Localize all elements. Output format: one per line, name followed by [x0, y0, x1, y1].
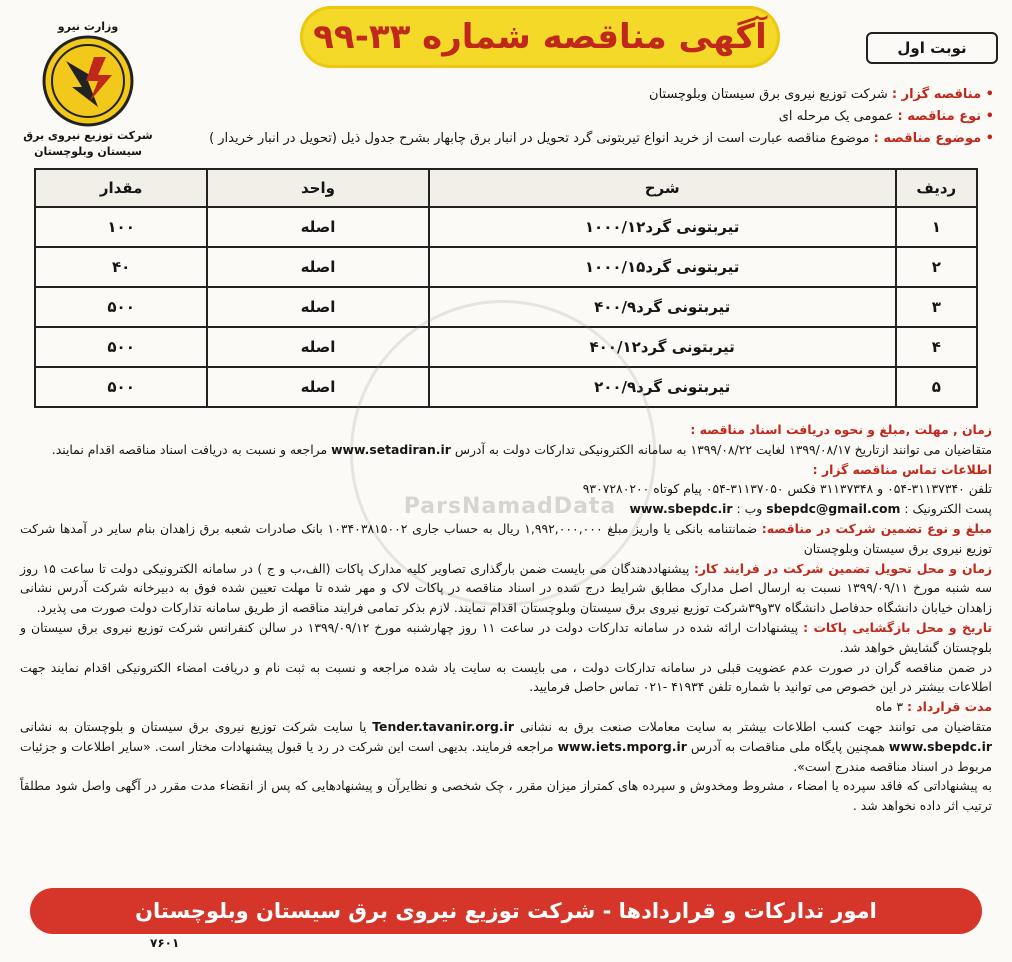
guarantee-section	[20, 519, 992, 559]
table-row	[35, 207, 977, 247]
membership-section	[20, 658, 992, 698]
web-link[interactable]: www.sbepdc.ir	[629, 501, 733, 517]
header-quantity: مقدار	[35, 169, 207, 207]
row-description: تیربتونی گرد۴۰۰/۱۲	[429, 327, 896, 367]
delivery-heading: زمان و محل تحویل تضمین شرکت در فرایند کار:	[693, 560, 992, 576]
row-unit: اصله	[207, 247, 428, 287]
type-label: نوع مناقصه :	[897, 109, 982, 124]
organizer-row	[174, 84, 994, 106]
organizer-label: مناقصه گزار :	[891, 87, 982, 102]
logo-company-line1: شرکت توزیع نیروی برق	[23, 129, 153, 142]
type-value: عمومی یک مرحله ای	[778, 109, 894, 124]
duration-section	[20, 697, 992, 717]
organizer-value: شرکت توزیع نیروی برق سیستان وبلوچستان	[649, 87, 888, 102]
time-section	[20, 420, 992, 460]
header-index: ردیف	[896, 169, 977, 207]
header-description: شرح	[429, 169, 896, 207]
time-text-2: مراجعه و نسبت به دریافت اسناد مناقصه اقدام نمایند.	[51, 441, 328, 457]
email-label: پست الکترونیک :	[904, 501, 992, 517]
watermark: ParsNamadData	[403, 494, 617, 519]
more-text-3: همچنین پایگاه ملی مناقصات به آدرس	[690, 738, 885, 754]
row-unit: اصله	[207, 327, 428, 367]
notice-title: آگهی مناقصه شماره ۳۳-۹۹	[300, 6, 780, 68]
row-unit: اصله	[207, 367, 428, 407]
subject-value: موضوع مناقصه عبارت است از خرید انواع تیربتونی گرد تحویل در انبار برق چابهار بشرح جدول ذیل (تحویل در انبار خریدار )	[209, 131, 870, 146]
more-text-2: یا سایت شرکت توزیع نیروی برق سیستان و بلوچستان به نشانی	[20, 718, 367, 734]
round-label: نوبت اول	[866, 32, 998, 64]
web-label: وب :	[736, 501, 763, 517]
row-index: ۵	[896, 367, 977, 407]
duration-value: ۳ ماه	[875, 699, 904, 715]
duration-heading: مدت قرارداد :	[906, 699, 992, 715]
guarantee-text: ضمانتنامه بانکی یا واریز مبلغ ۱,۹۹۲,۰۰۰,۰۰۰ ریال به حساب جاری ۱۰۳۴۰۳۸۱۵۰۰۲ بانک صادرات شعبه برق زاهدان بنام سایر در آمدها شرکت توزیع نیروی برق سیستان وبلوچستان	[20, 520, 992, 556]
opening-text: پیشنهادات ارائه شده در سامانه تدارکات دولت در ساعت ۱۱ روز چهارشنبه مورخ ۱۳۹۹/۰۹/۱۲ در سالن کنفرانس شرکت توزیع نیروی برق سیستان و بلوچستان گشایش خواهد شد.	[20, 619, 992, 655]
time-text-1: متقاضیان می توانند ازتاریخ ۱۳۹۹/۰۸/۱۷ لغایت ۱۳۹۹/۰۸/۲۲ به سامانه الکترونیکی تدارکات دولت به آدرس	[454, 441, 992, 457]
more-info-section	[20, 717, 992, 776]
iets-link[interactable]: www.iets.mporg.ir	[557, 738, 687, 754]
row-unit: اصله	[207, 207, 428, 247]
more-text-4: مراجعه فرمایند. بدیهی است این شرکت در رد یا قبول پیشنهادات مختار است. «سایر اطلاعات و جزئیات مربوط در اسناد مناقصه مندرج است».	[20, 738, 992, 774]
lightning-logo-icon	[42, 35, 134, 127]
subject-label: موضوع مناقصه :	[873, 131, 982, 146]
delivery-section	[20, 559, 992, 618]
row-quantity: ۵۰۰	[35, 367, 207, 407]
bullet-icon: •	[981, 131, 994, 146]
setad-link[interactable]: www.setadiran.ir	[331, 441, 451, 457]
header-unit: واحد	[207, 169, 428, 207]
table-header-row	[35, 169, 977, 207]
phones-text: تلفن ۳۱۱۳۷۳۴۰-۰۵۴ و ۳۱۱۳۷۳۴۸ فکس ۳۱۱۳۷۰۵۰-۰۵۴ پیام کوتاه ۹۳۰۷۲۸۰۲۰۰	[582, 481, 992, 497]
logo-company-line2: سیستان وبلوچستان	[34, 145, 142, 158]
subject-row	[174, 128, 994, 150]
row-unit: اصله	[207, 287, 428, 327]
row-quantity: ۱۰۰	[35, 207, 207, 247]
notice-body	[20, 420, 992, 816]
sbepdc-link[interactable]: www.sbepdc.ir	[888, 738, 992, 754]
row-quantity: ۴۰	[35, 247, 207, 287]
row-quantity: ۵۰۰	[35, 287, 207, 327]
footer-banner: امور تدارکات و قراردادها - شرکت توزیع نیروی برق سیستان وبلوچستان	[30, 888, 982, 934]
row-description: تیربتونی گرد۲۰۰/۹	[429, 367, 896, 407]
membership-text: در ضمن مناقصه گران در صورت عدم عضویت قبلی در سامانه تدارکات دولت ، می بایست به سایت یاد شده مراجعه و نسبت به ثبت نام و دریافت امضاء الکترونیکی اقدام نمایند جهت اطلاعات بیشتر در این خصوص می توانید با شماره تلفن ۴۱۹۳۴ -۰۲۱ تماس حاصل فرمایید.	[20, 659, 992, 695]
row-description: تیربتونی گرد۱۰۰۰/۱۲	[429, 207, 896, 247]
more-text-1: متقاضیان می توانند جهت کسب اطلاعات بیشتر به سایت معاملات صنعت برق به نشانی	[519, 718, 992, 734]
row-index: ۴	[896, 327, 977, 367]
logo-ministry-text: وزارت نیرو	[57, 20, 119, 33]
table-row	[35, 247, 977, 287]
final-text: به پیشنهاداتی که فاقد سپرده یا امضاء ، مشروط ومخدوش و سپرده های کمتراز میزان مقرر ، چک شخصی و نظایرآن و پیشنهادهایی که پس از انقضاء مدت مقرر در آگهی واصل شود مطلقاً ترتیب اثر داده نخواهد شد .	[20, 778, 992, 814]
row-index: ۳	[896, 287, 977, 327]
time-heading: زمان , مهلت ,مبلغ و نحوه دریافت اسناد مناقصه :	[690, 422, 992, 437]
row-description: تیربتونی گرد۱۰۰۰/۱۵	[429, 247, 896, 287]
bullet-icon: •	[981, 109, 994, 124]
guarantee-heading: مبلغ و نوع تضمین شرکت در مناقصه:	[761, 520, 993, 536]
row-description: تیربتونی گرد۴۰۰/۹	[429, 287, 896, 327]
opening-heading: تاریخ و محل بازگشایی پاکات :	[803, 619, 992, 635]
tavanir-link[interactable]: Tender.tavanir.org.ir	[372, 718, 514, 734]
contact-heading: اطلاعات تماس مناقصه گزار :	[812, 461, 992, 477]
delivery-text: پیشنهاددهندگان می بایست ضمن بارگذاری تصاویر کلیه مدارک پاکات (الف،ب و ج ) در سامانه الکترونیکی دولت تا ساعت ۱۵ روز سه شنبه مورخ ۱۳۹۹/۰۹/۱۱ نسبت به ارسال اصل مدارک مطابق شرایط درج شده در اسناد مناقصه در پاکات لاک و مهر شده تا مهلت تعیین شده فوق به دبیرخانه شرکت آدرس نشانی زاهدان خیابان دانشگاه حدفاصل دانشگاه ۳۷و۳۹شرکت توزیع نیروی برق سیستان وبلوچستان اقدام نمایند. لازم بذکر تمامی فرایند مناقصه از طریق سامانه تدارکات دولت صورت می پذیرد.	[20, 560, 993, 616]
opening-section	[20, 618, 992, 658]
company-logo	[14, 20, 162, 170]
bullet-icon: •	[981, 87, 994, 102]
row-index: ۲	[896, 247, 977, 287]
email-link[interactable]: sbepdc@gmail.com	[766, 501, 901, 517]
tender-info	[174, 84, 994, 150]
notice-code: ۷۶۰۱	[150, 936, 180, 950]
row-index: ۱	[896, 207, 977, 247]
type-row	[174, 106, 994, 128]
row-quantity: ۵۰۰	[35, 327, 207, 367]
final-section	[20, 776, 992, 816]
